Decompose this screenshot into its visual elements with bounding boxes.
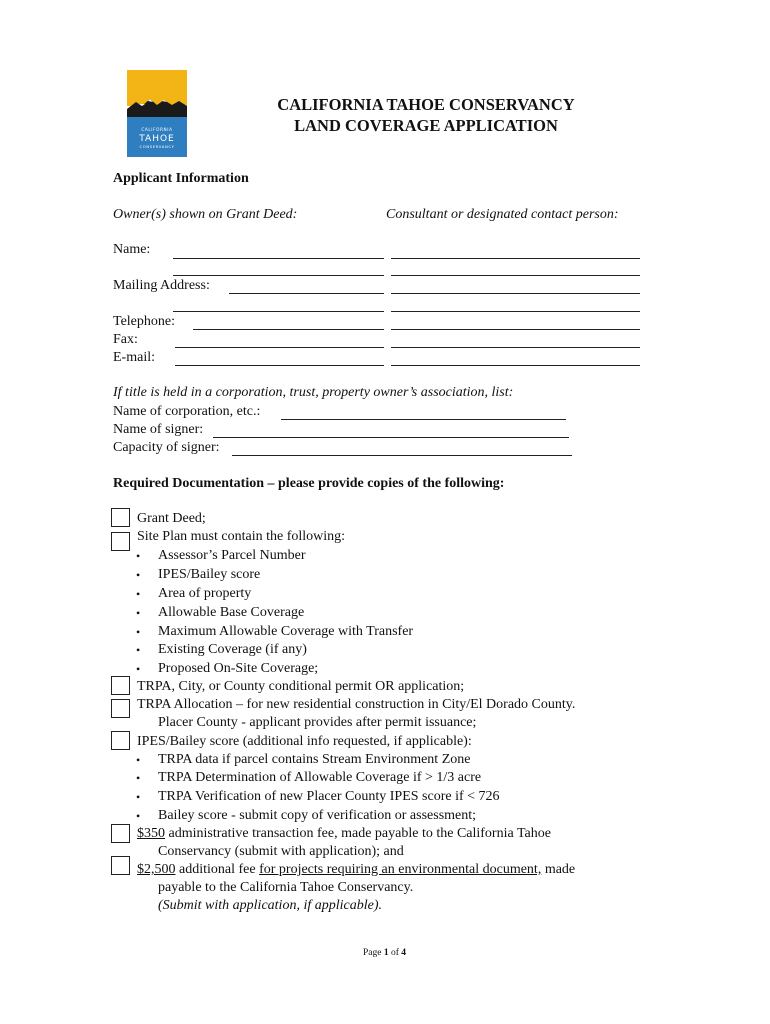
environmental-fee-text-2: payable to the California Tahoe Conservancy. [158, 880, 414, 895]
site-plan-label: Site Plan must contain the following: [137, 529, 346, 544]
trpa-allocation-label: TRPA Allocation – for new residential construction in City/El Dorado County. [137, 697, 576, 712]
consultant-fax-field[interactable] [391, 347, 640, 348]
conservancy-logo [126, 69, 188, 158]
consultant-email-field[interactable] [391, 365, 640, 366]
environmental-fee-text-a: additional fee [175, 862, 260, 877]
grant-deed-checkbox[interactable] [111, 508, 130, 527]
bullet: • [136, 587, 141, 601]
site-plan-item: Proposed On-Site Coverage; [158, 661, 319, 676]
trpa-permit-checkbox[interactable] [111, 676, 130, 695]
consultant-telephone-field[interactable] [391, 329, 640, 330]
bullet: • [136, 606, 141, 620]
site-plan-checkbox[interactable] [111, 532, 130, 551]
page-current: 1 [383, 948, 389, 958]
environmental-fee-underlined: for projects requiring an environmental document, [259, 862, 542, 877]
environmental-fee-amount: $2,500 [137, 862, 176, 877]
ipes-item: TRPA Verification of new Placer County IPES score if < 726 [158, 789, 500, 804]
bullet: • [136, 753, 141, 767]
corporation-name-label: Name of corporation, etc.: [113, 404, 261, 419]
site-plan-item: Area of property [158, 586, 252, 601]
document-title-line1: CALIFORNIA TAHOE CONSERVANCY [277, 95, 575, 114]
site-plan-item: Existing Coverage (if any) [158, 642, 307, 657]
owner-address-field[interactable] [229, 293, 384, 294]
page-total: 4 [401, 948, 407, 958]
site-plan-item: Allowable Base Coverage [158, 605, 305, 620]
admin-fee-line [137, 826, 551, 842]
of-word: of [388, 948, 402, 958]
site-plan-item: Assessor’s Parcel Number [158, 548, 306, 563]
corporation-name-field[interactable] [281, 419, 566, 420]
owner-name-field[interactable] [173, 258, 384, 259]
owner-address-field-2[interactable] [173, 311, 384, 312]
admin-fee-text: administrative transaction fee, made payable to the California Tahoe [165, 826, 551, 841]
site-plan-item: Maximum Allowable Coverage with Transfer [158, 624, 414, 639]
bullet: • [136, 643, 141, 657]
signer-capacity-label: Capacity of signer: [113, 440, 220, 455]
bullet: • [136, 662, 141, 676]
ipes-label: IPES/Bailey score (additional info requested, if applicable): [137, 734, 472, 749]
grant-deed-label: Grant Deed; [137, 511, 206, 526]
owner-name-field-2[interactable] [173, 275, 384, 276]
environmental-fee-text-3: (Submit with application, if applicable). [158, 898, 382, 913]
admin-fee-amount: $350 [137, 826, 165, 841]
signer-name-label: Name of signer: [113, 422, 204, 437]
name-label: Name: [113, 242, 151, 257]
document-title-line2: LAND COVERAGE APPLICATION [294, 116, 558, 135]
page-word: Page [363, 948, 384, 958]
consultant-label: Consultant or designated contact person: [386, 207, 619, 222]
owner-telephone-field[interactable] [193, 329, 384, 330]
consultant-name-field-2[interactable] [391, 275, 640, 276]
owner-fax-field[interactable] [175, 347, 384, 348]
admin-fee-text-2: Conservancy (submit with application); and [158, 844, 404, 859]
applicant-heading: Applicant Information [113, 171, 249, 186]
trpa-permit-label: TRPA, City, or County conditional permit OR application; [137, 679, 465, 694]
environmental-fee-checkbox[interactable] [111, 856, 130, 875]
consultant-name-field[interactable] [391, 258, 640, 259]
ipes-item: Bailey score - submit copy of verification or assessment; [158, 808, 477, 823]
logo-text-mid: TAHOE [139, 134, 175, 144]
consultant-address-field-2[interactable] [391, 311, 640, 312]
bullet: • [136, 549, 141, 563]
trpa-allocation-checkbox[interactable] [111, 699, 130, 718]
environmental-fee-line [137, 862, 575, 878]
bullet: • [136, 809, 141, 823]
email-label: E-mail: [113, 350, 155, 365]
owner-label: Owner(s) shown on Grant Deed: [113, 207, 298, 222]
fax-label: Fax: [113, 332, 138, 347]
ipes-checkbox[interactable] [111, 731, 130, 750]
bullet: • [136, 625, 141, 639]
site-plan-item: IPES/Bailey score [158, 567, 261, 582]
corporation-intro: If title is held in a corporation, trust, property owner’s association, list: [113, 385, 514, 400]
signer-capacity-field[interactable] [232, 455, 572, 456]
signer-name-field[interactable] [213, 437, 569, 438]
trpa-allocation-label-2: Placer County - applicant provides after permit issuance; [158, 715, 477, 730]
owner-email-field[interactable] [175, 365, 384, 366]
bullet: • [136, 568, 141, 582]
ipes-item: TRPA Determination of Allowable Coverage if > 1/3 acre [158, 770, 482, 785]
mailing-address-label: Mailing Address: [113, 278, 210, 293]
page-number [363, 948, 406, 958]
admin-fee-checkbox[interactable] [111, 824, 130, 843]
telephone-label: Telephone: [113, 314, 175, 329]
logo-text-top: CALIFORNIA [141, 127, 173, 132]
bullet: • [136, 771, 141, 785]
logo-text-bottom: CONSERVANCY [139, 144, 175, 149]
bullet: • [136, 790, 141, 804]
ipes-item: TRPA data if parcel contains Stream Environment Zone [158, 752, 471, 767]
environmental-fee-text-b: made [541, 862, 576, 877]
consultant-address-field[interactable] [391, 293, 640, 294]
required-docs-heading: Required Documentation – please provide copies of the following: [113, 476, 505, 491]
